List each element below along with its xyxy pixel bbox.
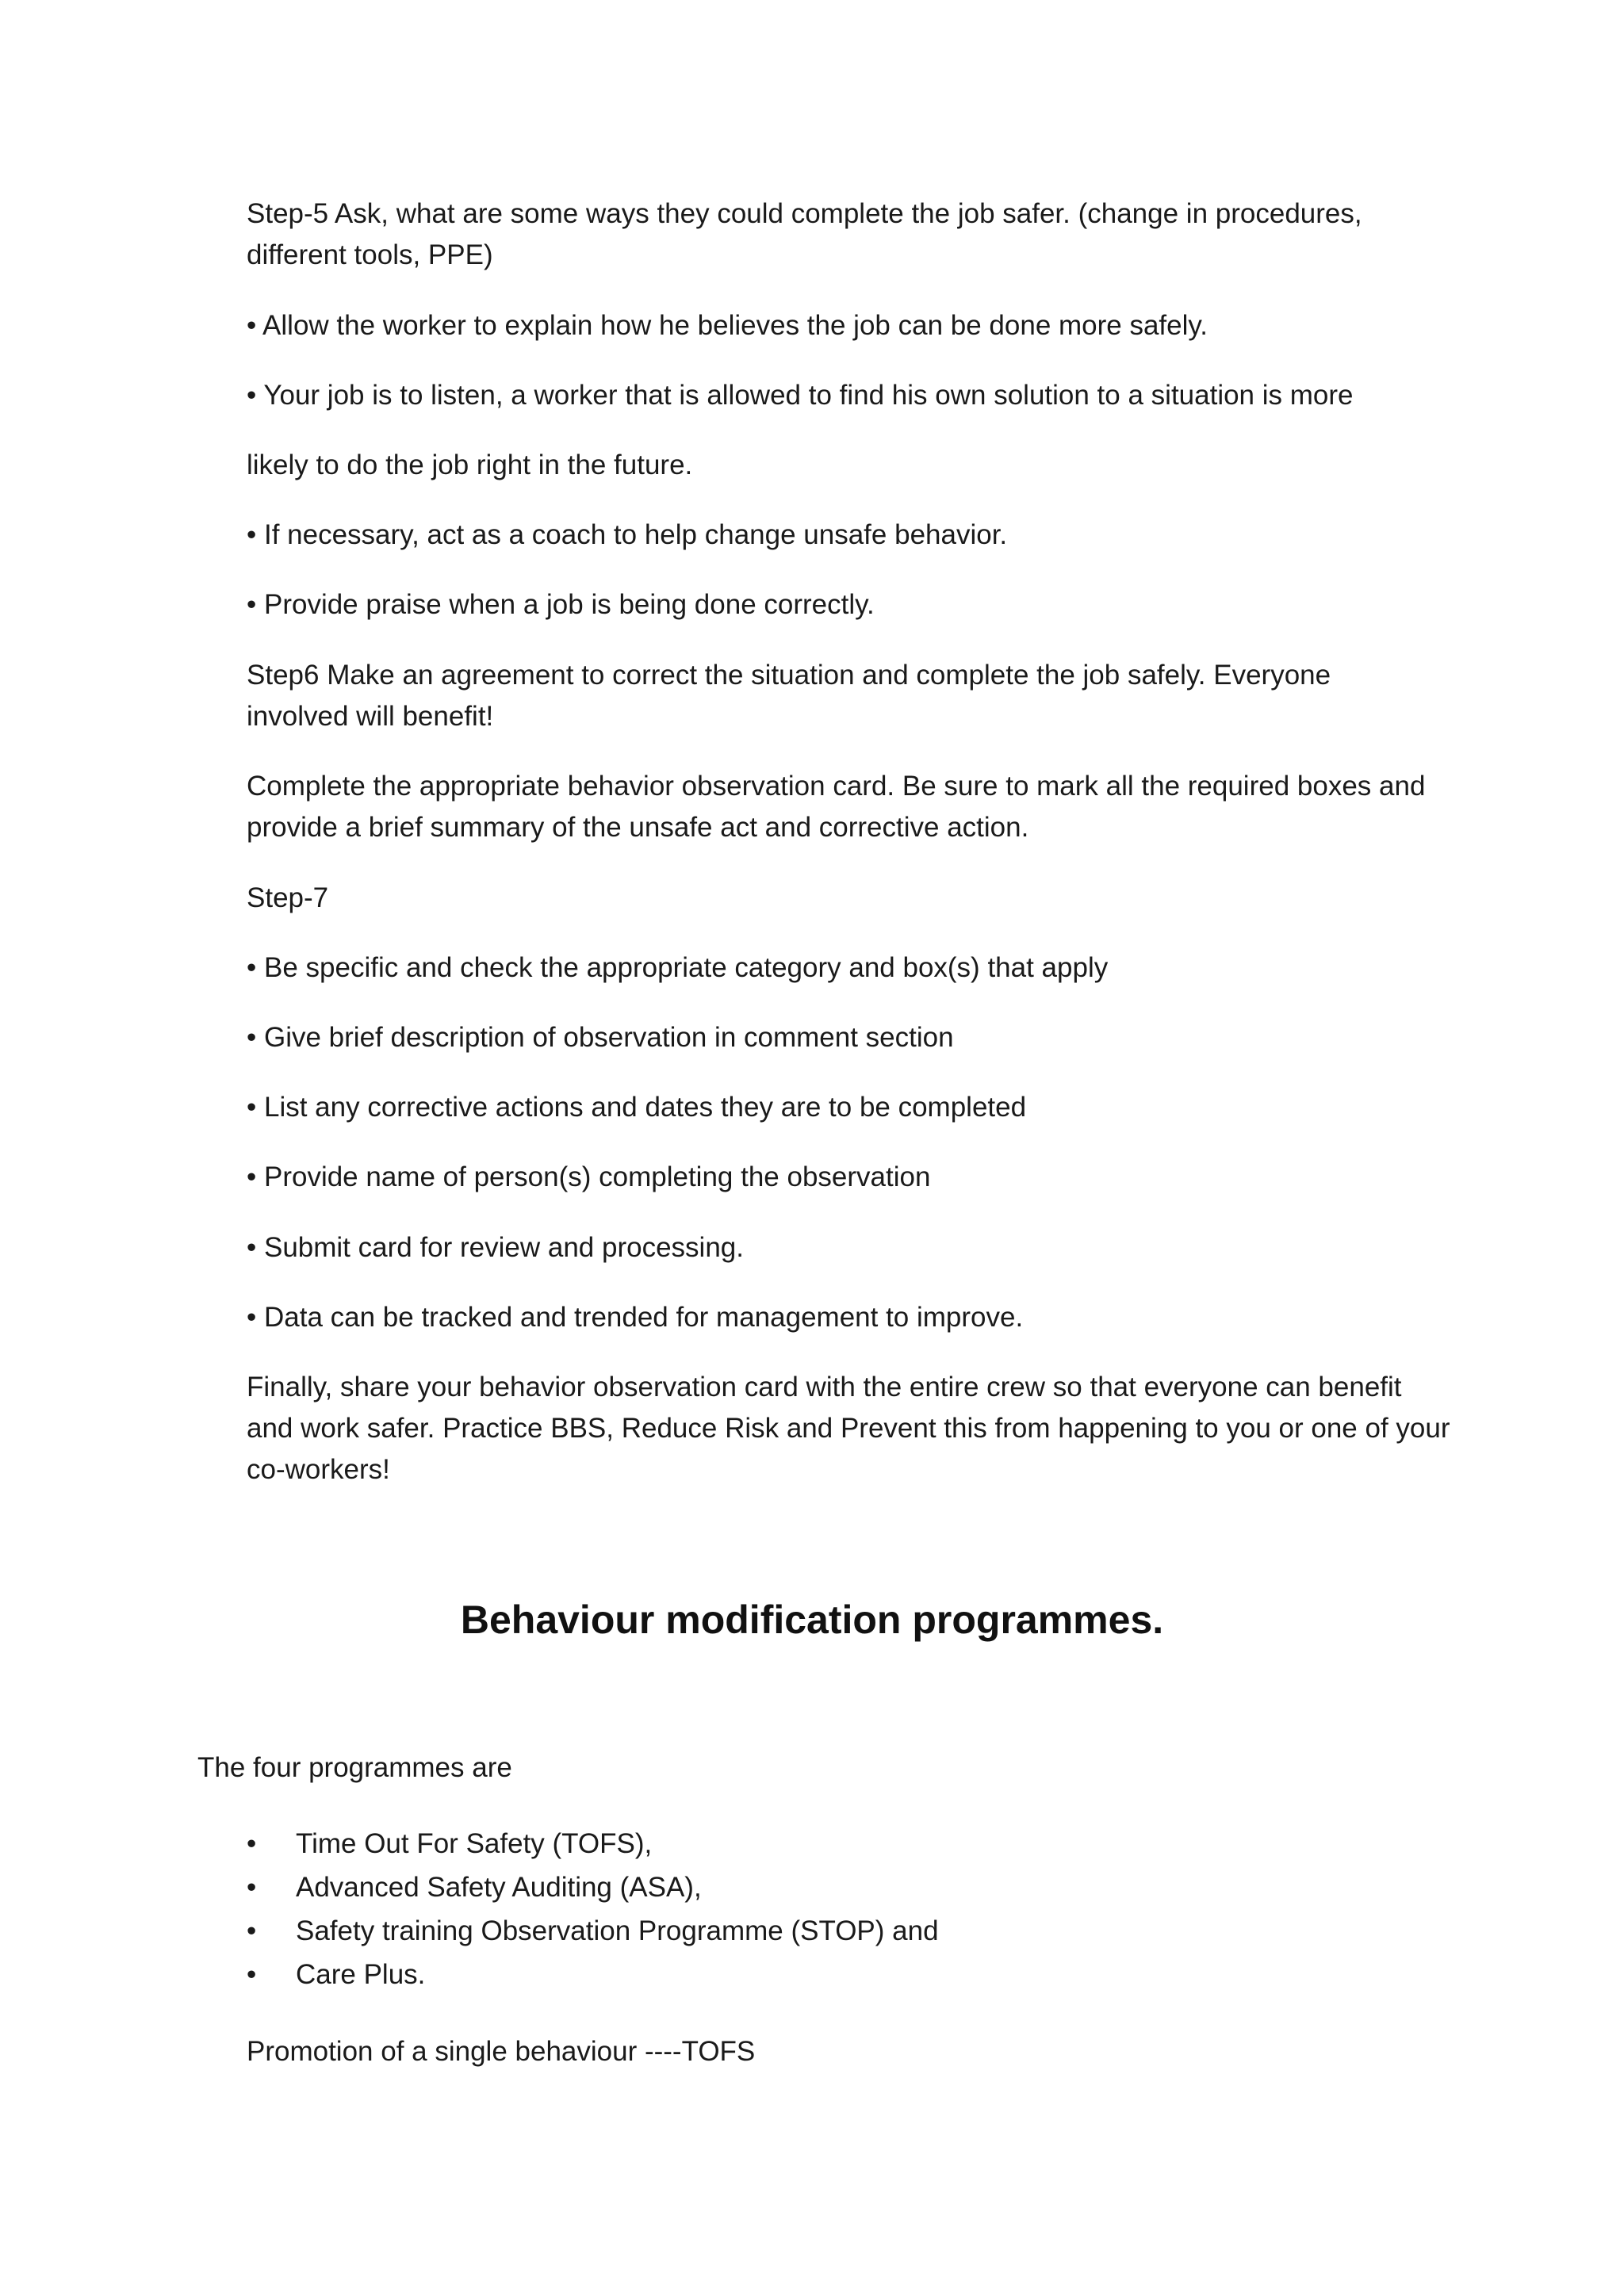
programmes-intro: The four programmes are bbox=[197, 1752, 512, 1783]
programme-asa: Advanced Safety Auditing (ASA), bbox=[296, 1872, 702, 1903]
bullet-allow-worker: • Allow the worker to explain how he believes the job can be done more safely. bbox=[247, 310, 1208, 341]
step5-line-2: different tools, PPE) bbox=[247, 239, 493, 270]
bullet-icon: • bbox=[247, 1828, 257, 1859]
bullet-brief-description: • Give brief description of observation in comment section bbox=[247, 1022, 954, 1053]
step6-line-1: Step6 Make an agreement to correct the situation and complete the job safely. Everyone bbox=[247, 660, 1331, 691]
bullet-icon: • bbox=[247, 1872, 257, 1903]
finally-line-3: co-workers! bbox=[247, 1454, 390, 1485]
finally-line-2: and work safer. Practice BBS, Reduce Risk and Prevent this from happening to you or one of your bbox=[247, 1413, 1450, 1444]
bullet-icon: • bbox=[247, 1915, 257, 1946]
promotion-line: Promotion of a single behaviour ----TOFS bbox=[247, 2036, 756, 2067]
programme-tofs: Time Out For Safety (TOFS), bbox=[296, 1828, 653, 1859]
bullet-listen-line-2: likely to do the job right in the future. bbox=[247, 450, 693, 480]
bullet-coach: • If necessary, act as a coach to help change unsafe behavior. bbox=[247, 519, 1008, 550]
finally-line-1: Finally, share your behavior observation card with the entire crew so that everyone can benefit bbox=[247, 1372, 1402, 1402]
step5-line-1: Step-5 Ask, what are some ways they could complete the job safer. (change in procedures, bbox=[247, 198, 1362, 229]
step7-label: Step-7 bbox=[247, 882, 329, 913]
bullet-icon: • bbox=[247, 1959, 257, 1990]
bullet-corrective-actions: • List any corrective actions and dates they are to be completed bbox=[247, 1092, 1027, 1123]
programme-stop: Safety training Observation Programme (STOP) and bbox=[296, 1915, 939, 1946]
step6-line-2: involved will benefit! bbox=[247, 701, 494, 732]
bullet-be-specific: • Be specific and check the appropriate category and box(s) that apply bbox=[247, 952, 1109, 983]
programme-care-plus: Care Plus. bbox=[296, 1959, 426, 1990]
bullet-data-tracked: • Data can be tracked and trended for management to improve. bbox=[247, 1302, 1024, 1333]
observation-card-line-2: provide a brief summary of the unsafe act and corrective action. bbox=[247, 812, 1029, 843]
section-heading: Behaviour modification programmes. bbox=[460, 1598, 1164, 1642]
bullet-provide-name: • Provide name of person(s) completing the observation bbox=[247, 1161, 931, 1192]
bullet-praise: • Provide praise when a job is being done correctly. bbox=[247, 589, 875, 620]
bullet-submit-card: • Submit card for review and processing. bbox=[247, 1232, 744, 1263]
observation-card-line-1: Complete the appropriate behavior observation card. Be sure to mark all the required boxes and bbox=[247, 771, 1426, 802]
bullet-listen-line-1: • Your job is to listen, a worker that is allowed to find his own solution to a situation is more bbox=[247, 380, 1354, 411]
